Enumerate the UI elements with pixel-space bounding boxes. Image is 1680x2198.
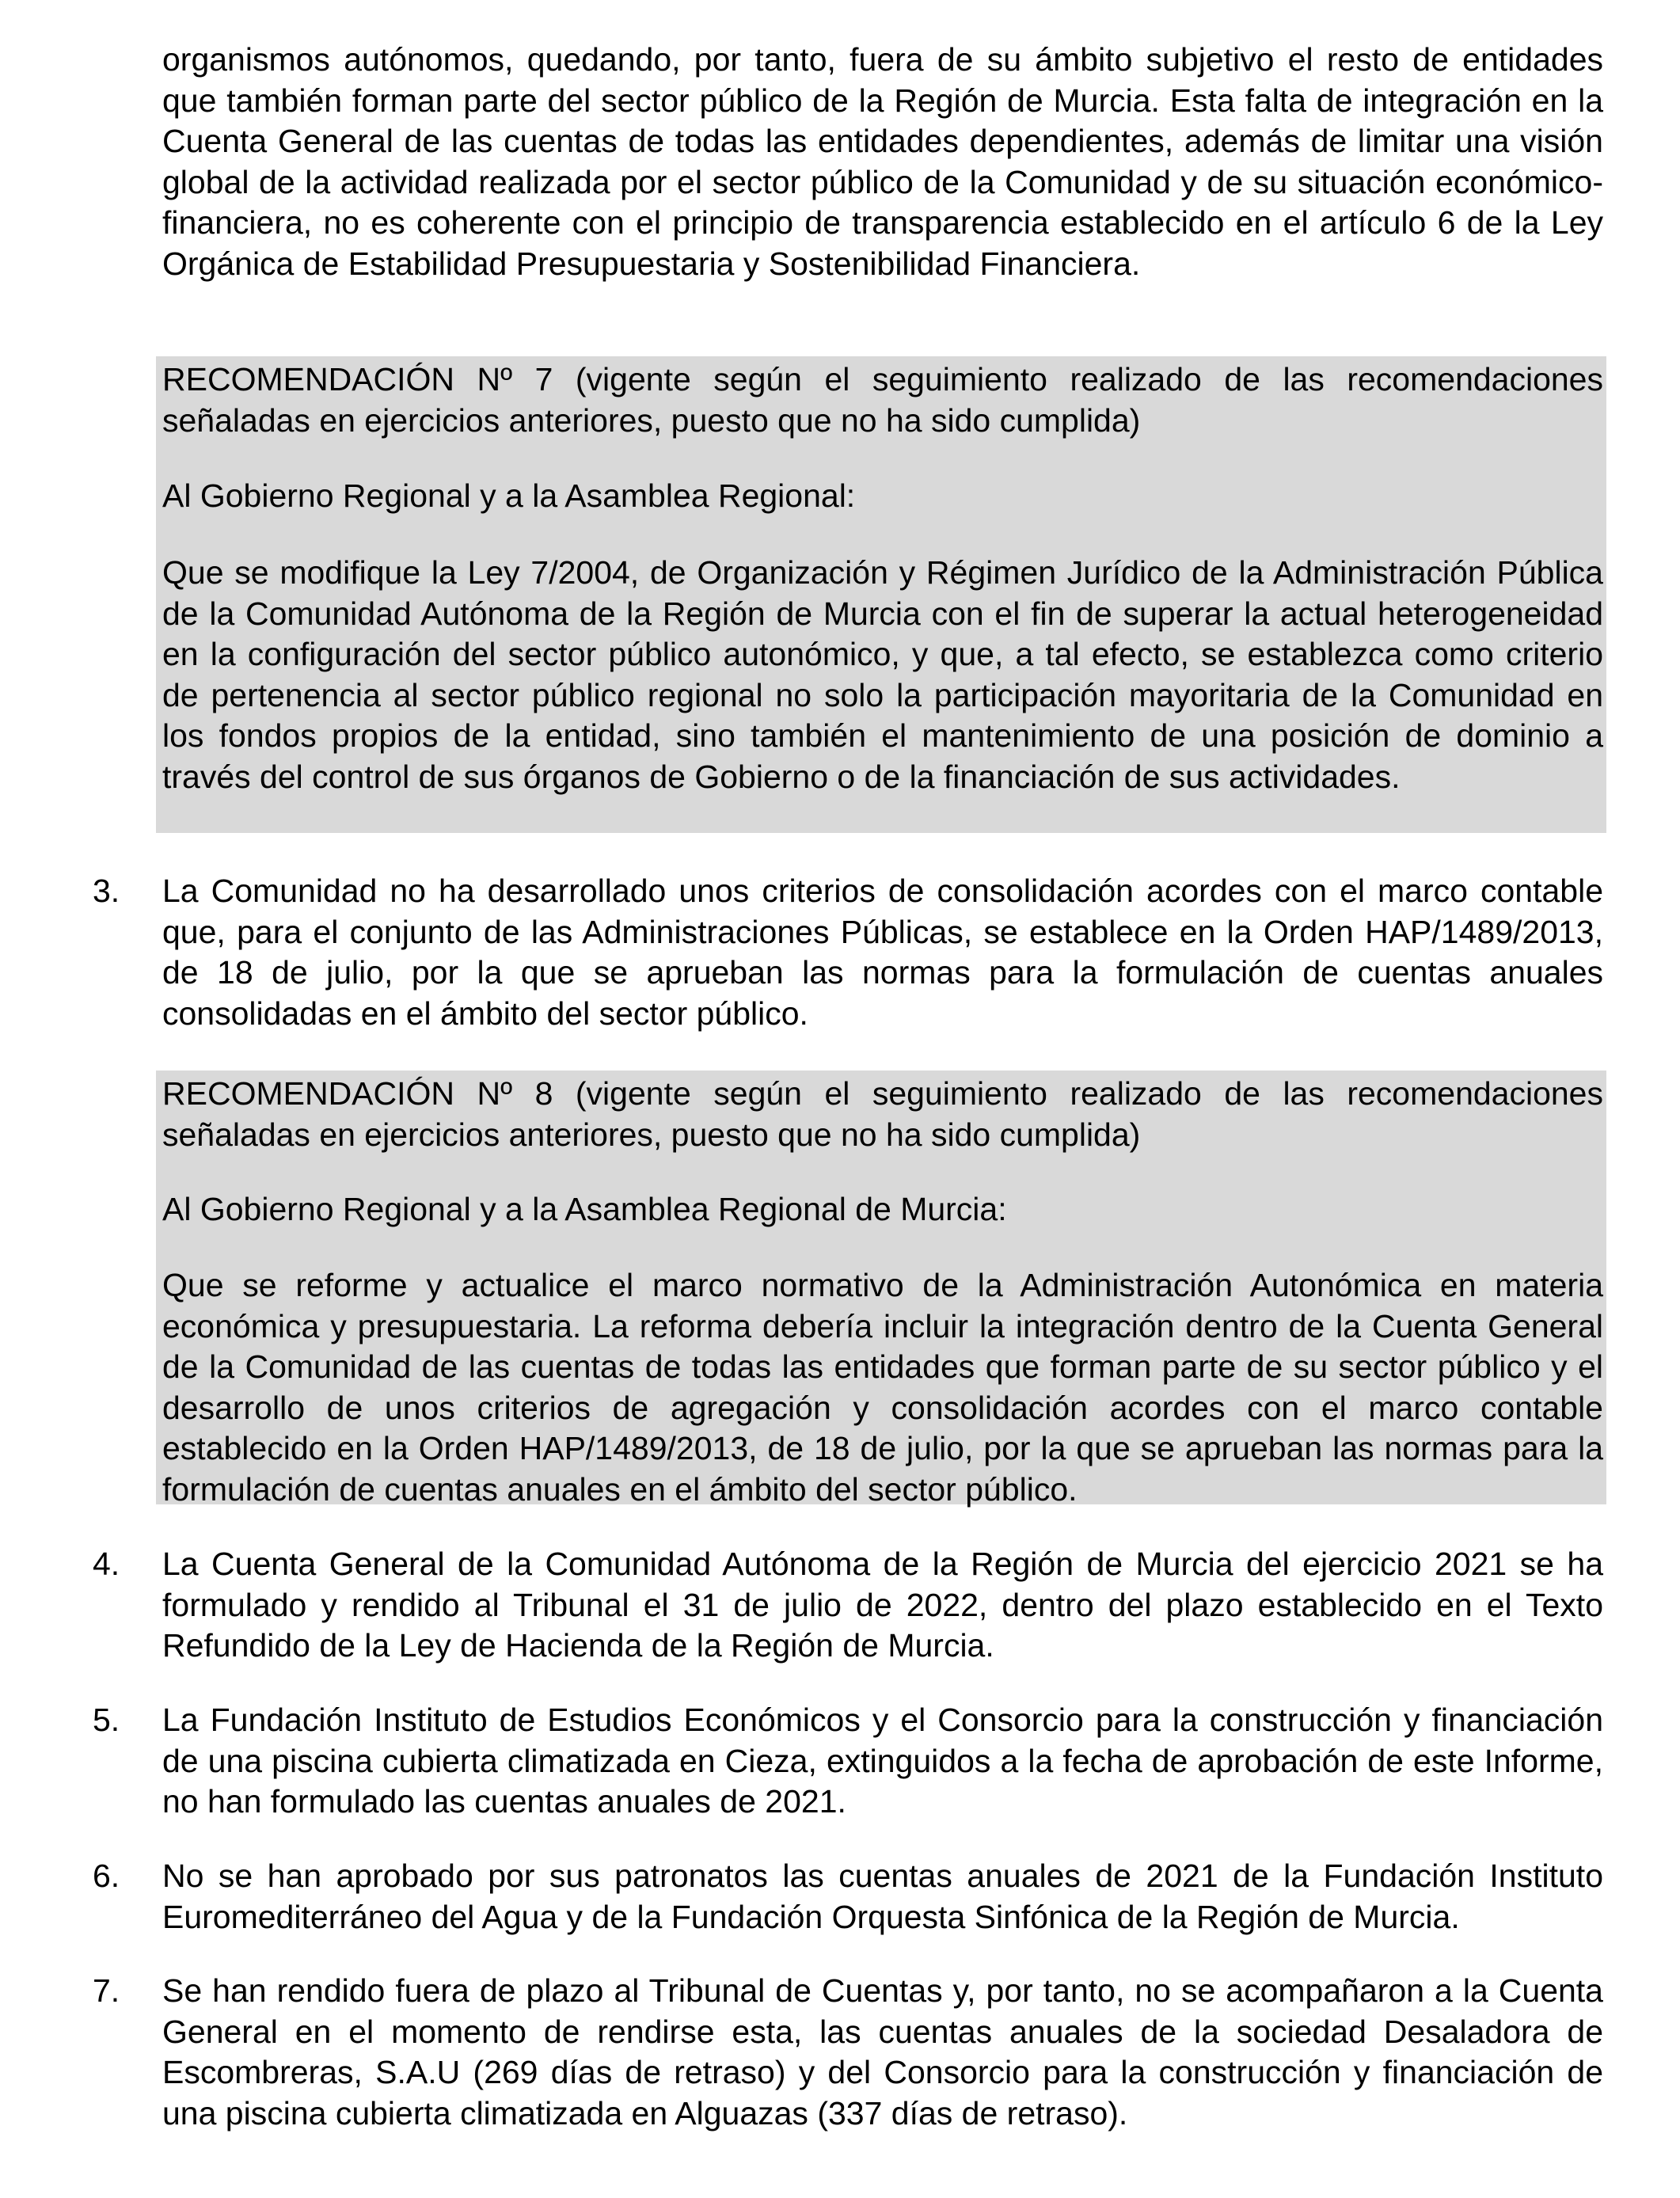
- recommendation-7-box: [156, 356, 1606, 833]
- recommendation-8-body: Que se reforme y actualice el marco normativo de la Administración Autonómica en materia económica y presupuestaria. La reforma debería incluir la integración dentro de la Cuenta General de la Comunidad de las cuentas de todas las entidades que forman parte de su sector público y el desarrollo de unos criterios de agregación y consolidación acordes con el marco contable establecido en la Orden HAP/1489/2013, de 18 de julio, por la que se aprueban las normas para la formulación de cuentas anuales en el ámbito del sector público.: [162, 1267, 1603, 1508]
- recommendation-7-addressee: Al Gobierno Regional y a la Asamblea Regional:: [162, 477, 856, 514]
- item-6-number: 6.: [93, 1858, 120, 1894]
- item-7-number: 7.: [93, 1972, 120, 2009]
- item-7-text: Se han rendido fuera de plazo al Tribunal de Cuentas y, por tanto, no se acompañaron a la Cuenta General en el momento de rendirse esta, las cuentas anuales de la sociedad Desaladora de Escombreras, S.A.U (269 días de retraso) y del Consorcio para la construcción y financiación de una piscina cubierta climatizada en Alguazas (337 días de retraso).: [162, 1972, 1603, 2131]
- item-3-text: La Comunidad no ha desarrollado unos criterios de consolidación acordes con el marco contable que, para el conjunto de las Administraciones Públicas, se establece en la Orden HAP/1489/2013, de 18 de julio, por la que se aprueban las normas para la formulación de cuentas anuales consolidadas en el ámbito del sector público.: [162, 873, 1603, 1032]
- item-5-number: 5.: [93, 1702, 120, 1738]
- recommendation-7-heading: RECOMENDACIÓN Nº 7 (vigente según el seguimiento realizado de las recomendaciones señaladas en ejercicios anteriores, puesto que no ha sido cumplida): [162, 361, 1603, 439]
- recommendation-7-body: Que se modifique la Ley 7/2004, de Organización y Régimen Jurídico de la Administración Pública de la Comunidad Autónoma de la Región de Murcia con el fin de superar la actual heterogeneidad en la configuración del sector público autonómico, y que, a tal efecto, se establezca como criterio de pertenencia al sector público regional no solo la participación mayoritaria de la Comunidad en los fondos propios de la entidad, sino también el mantenimiento de una posición de dominio a través del control de sus órganos de Gobierno o de la financiación de sus actividades.: [162, 554, 1603, 795]
- intro-paragraph: organismos autónomos, quedando, por tanto, fuera de su ámbito subjetivo el resto de entidades que también forman parte del sector público de la Región de Murcia. Esta falta de integración en la Cuenta General de las cuentas de todas las entidades dependientes, además de limitar una visión global de la actividad realizada por el sector público de la Comunidad y de su situación económico-financiera, no es coherente con el principio de transparencia establecido en el artículo 6 de la Ley Orgánica de Estabilidad Presupuestaria y Sostenibilidad Financiera.: [162, 41, 1603, 282]
- item-4-text: La Cuenta General de la Comunidad Autónoma de la Región de Murcia del ejercicio 2021 se ha formulado y rendido al Tribunal el 31 de julio de 2022, dentro del plazo establecido en el Texto Refundido de la Ley de Hacienda de la Región de Murcia.: [162, 1546, 1603, 1664]
- recommendation-8-heading: RECOMENDACIÓN Nº 8 (vigente según el seguimiento realizado de las recomendaciones señaladas en ejercicios anteriores, puesto que no ha sido cumplida): [162, 1075, 1603, 1153]
- recommendation-8-box: [156, 1070, 1606, 1508]
- item-4-number: 4.: [93, 1546, 120, 1582]
- item-3-number: 3.: [93, 873, 120, 909]
- item-6-text: No se han aprobado por sus patronatos las cuentas anuales de 2021 de la Fundación Instituto Euromediterráneo del Agua y de la Fundación Orquesta Sinfónica de la Región de Murcia.: [162, 1858, 1603, 1935]
- item-5-text: La Fundación Instituto de Estudios Económicos y el Consorcio para la construcción y financiación de una piscina cubierta climatizada en Cieza, extinguidos a la fecha de aprobación de este Informe, no han formulado las cuentas anuales de 2021.: [162, 1702, 1603, 1820]
- recommendation-8-addressee: Al Gobierno Regional y a la Asamblea Regional de Murcia:: [162, 1191, 1007, 1227]
